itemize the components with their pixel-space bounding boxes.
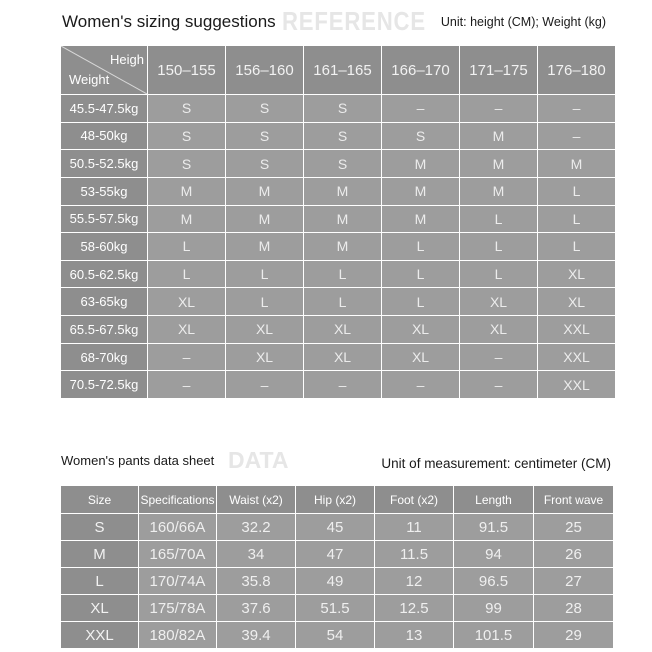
size-cell: XL: [382, 344, 459, 371]
size-cell: M: [304, 233, 381, 260]
size-cell: –: [148, 344, 225, 371]
pants-value-cell: 96.5: [454, 568, 533, 594]
pants-value-cell: 170/74A: [139, 568, 216, 594]
pants-value-cell: 11: [375, 514, 453, 540]
size-cell: M: [460, 123, 537, 150]
pants-value-cell: 175/78A: [139, 595, 216, 621]
size-cell: XL: [226, 316, 303, 343]
size-cell: M: [382, 150, 459, 177]
pants-column-header: Foot (x2): [375, 486, 453, 513]
pants-value-cell: 27: [534, 568, 613, 594]
size-cell: –: [538, 123, 615, 150]
size-cell: –: [460, 95, 537, 122]
size-cell: –: [304, 371, 381, 398]
pants-value-cell: 165/70A: [139, 541, 216, 567]
sizing-unit: Unit: height (CM); Weight (kg): [440, 15, 606, 29]
pants-value-cell: 28: [534, 595, 613, 621]
pants-value-cell: 47: [296, 541, 374, 567]
size-cell: S: [226, 150, 303, 177]
size-cell: L: [538, 233, 615, 260]
weight-header: 63-65kg: [61, 288, 147, 315]
size-cell: XXL: [538, 316, 615, 343]
size-cell: XL: [538, 261, 615, 288]
size-cell: –: [538, 95, 615, 122]
pants-value-cell: 99: [454, 595, 533, 621]
pants-value-cell: 51.5: [296, 595, 374, 621]
sizing-table: [61, 46, 609, 398]
weight-header: 53-55kg: [61, 178, 147, 205]
size-cell: XL: [226, 344, 303, 371]
size-cell: S: [304, 123, 381, 150]
pants-size-cell: S: [61, 514, 138, 540]
pants-value-cell: 29: [534, 622, 613, 648]
size-cell: –: [382, 95, 459, 122]
pants-watermark: DATA: [228, 447, 289, 473]
pants-column-header: Hip (x2): [296, 486, 374, 513]
height-header: 156–160: [226, 46, 303, 94]
size-cell: –: [382, 371, 459, 398]
height-header: 166–170: [382, 46, 459, 94]
size-cell: XXL: [538, 371, 615, 398]
sizing-watermark: REFERENCE: [282, 6, 426, 36]
pants-column-header: Length: [454, 486, 533, 513]
weight-header: 70.5-72.5kg: [61, 371, 147, 398]
size-cell: L: [304, 261, 381, 288]
size-cell: L: [538, 178, 615, 205]
pants-value-cell: 34: [217, 541, 295, 567]
pants-value-cell: 101.5: [454, 622, 533, 648]
weight-header: 60.5-62.5kg: [61, 261, 147, 288]
size-cell: L: [148, 233, 225, 260]
size-cell: M: [304, 206, 381, 233]
pants-table: [61, 486, 609, 648]
size-cell: L: [538, 206, 615, 233]
pants-title: Women's pants data sheet: [61, 453, 215, 468]
size-cell: L: [148, 261, 225, 288]
pants-column-header: Specifications: [139, 486, 216, 513]
pants-value-cell: 11.5: [375, 541, 453, 567]
pants-value-cell: 91.5: [454, 514, 533, 540]
pants-size-cell: XXL: [61, 622, 138, 648]
size-cell: L: [226, 261, 303, 288]
size-cell: M: [148, 206, 225, 233]
pants-size-cell: M: [61, 541, 138, 567]
height-header: 161–165: [304, 46, 381, 94]
size-cell: –: [148, 371, 225, 398]
pants-column-header: Front wave: [534, 486, 613, 513]
size-cell: S: [226, 123, 303, 150]
size-cell: XXL: [538, 344, 615, 371]
size-cell: S: [304, 95, 381, 122]
size-cell: S: [148, 150, 225, 177]
size-cell: M: [460, 150, 537, 177]
size-cell: M: [304, 178, 381, 205]
pants-value-cell: 94: [454, 541, 533, 567]
size-cell: L: [460, 233, 537, 260]
pants-size-cell: XL: [61, 595, 138, 621]
pants-value-cell: 35.8: [217, 568, 295, 594]
size-cell: M: [460, 178, 537, 205]
size-cell: M: [148, 178, 225, 205]
height-header: 171–175: [460, 46, 537, 94]
pants-value-cell: 32.2: [217, 514, 295, 540]
size-cell: L: [304, 288, 381, 315]
pants-value-cell: 37.6: [217, 595, 295, 621]
size-cell: XL: [460, 288, 537, 315]
weight-header: 50.5-52.5kg: [61, 150, 147, 177]
pants-unit: Unit of measurement: centimeter (CM): [381, 456, 611, 471]
size-cell: S: [304, 150, 381, 177]
size-cell: XL: [148, 288, 225, 315]
size-cell: S: [148, 95, 225, 122]
size-cell: XL: [148, 316, 225, 343]
size-cell: M: [226, 178, 303, 205]
size-cell: L: [382, 261, 459, 288]
table-corner: [61, 46, 147, 94]
pants-value-cell: 160/66A: [139, 514, 216, 540]
size-cell: L: [226, 288, 303, 315]
size-cell: –: [226, 371, 303, 398]
size-cell: L: [382, 233, 459, 260]
weight-header: 58-60kg: [61, 233, 147, 260]
weight-header: 45.5-47.5kg: [61, 95, 147, 122]
pants-value-cell: 26: [534, 541, 613, 567]
size-cell: XL: [460, 316, 537, 343]
size-cell: S: [382, 123, 459, 150]
pants-value-cell: 54: [296, 622, 374, 648]
weight-header: 65.5-67.5kg: [61, 316, 147, 343]
size-cell: XL: [538, 288, 615, 315]
sizing-title: Women's sizing suggestions: [62, 12, 276, 31]
pants-value-cell: 25: [534, 514, 613, 540]
pants-value-cell: 12: [375, 568, 453, 594]
size-cell: L: [460, 206, 537, 233]
height-header: 176–180: [538, 46, 615, 94]
pants-column-header: Waist (x2): [217, 486, 295, 513]
weight-header: 48-50kg: [61, 123, 147, 150]
size-cell: M: [538, 150, 615, 177]
height-header: 150–155: [148, 46, 225, 94]
corner-height-label: Heigh: [110, 52, 144, 67]
pants-size-cell: L: [61, 568, 138, 594]
size-cell: XL: [304, 344, 381, 371]
size-cell: M: [382, 178, 459, 205]
pants-value-cell: 45: [296, 514, 374, 540]
pants-value-cell: 39.4: [217, 622, 295, 648]
size-cell: M: [382, 206, 459, 233]
size-cell: XL: [382, 316, 459, 343]
corner-weight-label: Weight: [69, 72, 110, 87]
pants-value-cell: 49: [296, 568, 374, 594]
size-cell: L: [460, 261, 537, 288]
size-cell: XL: [304, 316, 381, 343]
size-cell: L: [382, 288, 459, 315]
size-cell: S: [148, 123, 225, 150]
pants-column-header: Size: [61, 486, 138, 513]
size-cell: S: [226, 95, 303, 122]
weight-header: 55.5-57.5kg: [61, 206, 147, 233]
pants-value-cell: 13: [375, 622, 453, 648]
pants-value-cell: 12.5: [375, 595, 453, 621]
weight-header: 68-70kg: [61, 344, 147, 371]
size-cell: –: [460, 344, 537, 371]
size-cell: –: [460, 371, 537, 398]
size-cell: M: [226, 233, 303, 260]
size-cell: M: [226, 206, 303, 233]
pants-value-cell: 180/82A: [139, 622, 216, 648]
